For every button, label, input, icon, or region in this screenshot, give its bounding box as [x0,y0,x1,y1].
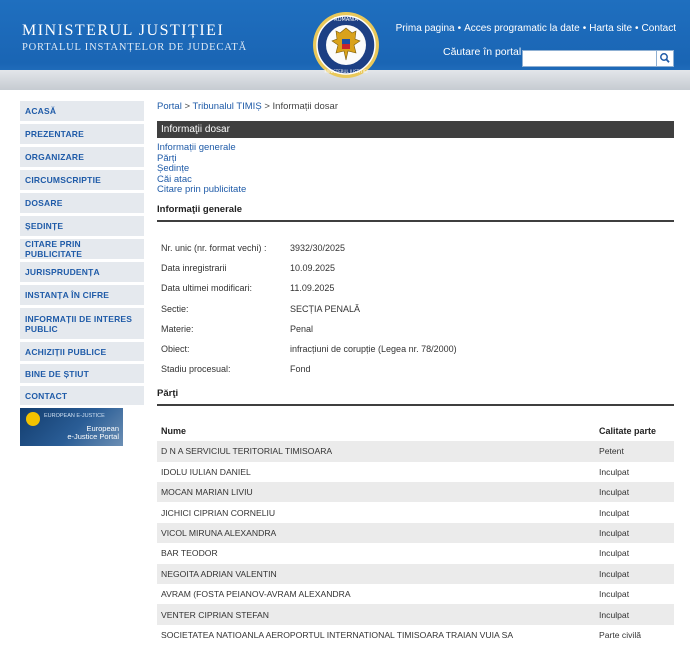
sidebar-item-citare[interactable]: CITARE PRIN PUBLICITATE [20,239,144,259]
site-header [0,0,690,90]
seal-bottom-text: MINISTERUL JUSTITIEI [324,69,368,74]
search-label: Căutare în portal [443,46,522,58]
sidebar-item-achizitii[interactable]: ACHIZIȚII PUBLICE [20,342,144,361]
table-row [157,502,674,522]
main-content [157,101,674,645]
party-name: MOCAN MARIAN LIVIU [161,487,253,498]
table-row [157,584,674,604]
table-row [157,482,674,502]
banner-line-1: European [86,424,119,433]
nav-acces-programatic[interactable]: Acces programatic la date [464,23,580,34]
info-row [157,339,674,359]
table-row [157,462,674,482]
party-name: AVRAM (FOSTA PEIANOV-AVRAM ALEXANDRA [161,589,351,600]
general-info-table [157,238,674,379]
breadcrumb-separator: > [184,101,191,112]
link-citare[interactable]: Citare prin publicitate [157,184,247,196]
sidebar-item-prezentare[interactable]: PREZENTARE [20,124,144,144]
parti-table [157,421,674,645]
top-navigation [396,23,676,34]
column-header-nume: Nume [161,426,187,437]
banner-text [67,425,119,441]
party-name: VICOL MIRUNA ALEXANDRA [161,528,277,539]
ministry-seal-icon[interactable] [312,11,380,79]
sidebar-item-acasa[interactable]: ACASĂ [20,101,144,121]
party-role: Inculpat [599,528,630,539]
info-value: Penal [290,323,314,334]
search-icon [657,51,673,66]
info-label: Data ultimei modificari: [161,283,253,294]
breadcrumb-separator: > [264,101,270,112]
sidebar-item-dosare[interactable]: DOSARE [20,193,144,213]
party-name: IDOLU IULIAN DANIEL [161,466,251,477]
column-header-calitate: Calitate parte [599,426,657,437]
info-label: Stadiu procesual: [161,364,231,375]
nav-harta-site[interactable]: Harta site [589,23,633,34]
breadcrumb-current: Informații dosar [272,101,338,112]
party-name: BAR TEODOR [161,548,218,559]
info-row [157,278,674,298]
sidebar-item-interes-public[interactable]: INFORMAȚII DE INTERES PUBLIC [20,308,144,339]
seal-top-text: ROMANIA [334,17,358,23]
table-row [157,604,674,624]
info-label: Materie: [161,323,194,334]
sidebar-item-sedinte[interactable]: ȘEDINȚE [20,216,144,236]
party-role: Petent [599,446,624,457]
info-row [157,299,674,319]
breadcrumb-tribunal[interactable]: Tribunalul TIMIȘ [192,101,262,112]
party-role: Parte civilă [599,629,642,640]
site-title[interactable]: MINISTERUL JUSTIȚIEI [22,22,225,39]
party-role: Inculpat [599,466,630,477]
info-row [157,359,674,379]
link-cai-atac[interactable]: Căi atac [157,173,192,185]
info-row [157,258,674,278]
site-subtitle: PORTALUL INSTANȚELOR DE JUDECATĂ [22,42,248,53]
info-row [157,319,674,339]
table-row [157,441,674,461]
eu-justice-logo-icon [26,412,40,426]
panel-title: Informaţii dosar [157,121,674,138]
nav-contact[interactable]: Contact [641,23,676,34]
nav-separator: • [582,23,587,34]
link-informatii-generale[interactable]: Informații generale [157,142,236,153]
nav-prima-pagina[interactable]: Prima pagina [395,23,455,34]
section-links [157,143,674,196]
party-role: Inculpat [599,548,630,559]
banner-line-2: e-Justice Portal [67,432,119,441]
sidebar-item-bine-de-stiut[interactable]: BINE DE ȘTIUT [20,364,144,383]
party-role: Inculpat [599,609,630,620]
general-info-title: Informaţii generale [157,204,674,222]
e-justice-banner[interactable] [20,408,123,446]
search-button[interactable] [656,50,674,67]
info-row [157,238,674,258]
party-role: Inculpat [599,589,630,600]
info-label: Sectie: [161,303,189,314]
party-name: NEGOITA ADRIAN VALENTIN [161,568,277,579]
table-row [157,523,674,543]
parti-header-row [157,421,674,441]
info-value: infracțiuni de corupție (Legea nr. 78/2000) [290,344,457,354]
sidebar-item-circumscriptie[interactable]: CIRCUMSCRIPTIE [20,170,144,190]
party-role: Inculpat [599,487,630,498]
info-value: 11.09.2025 [290,283,335,294]
info-value: Fond [290,364,311,375]
party-role: Inculpat [599,507,630,518]
party-name: JICHICI CIPRIAN CORNELIU [161,507,276,518]
sidebar-item-instanta-cifre[interactable]: INSTANȚA ÎN CIFRE [20,285,144,305]
nav-separator: • [457,23,462,34]
info-label: Data inregistrarii [161,263,227,274]
breadcrumb-portal[interactable]: Portal [157,101,182,112]
search-input[interactable] [522,50,657,67]
table-row [157,543,674,563]
info-value: SECȚIA PENALĂ [290,303,361,314]
party-name: SOCIETATEA NATIOANLA AEROPORTUL INTERNATIONAL TIMISOARA TRAIAN VUIA SA [161,629,514,640]
banner-top-text: EUROPEAN E-JUSTICE [44,413,105,419]
info-value: 10.09.2025 [290,263,336,274]
link-sedinte[interactable]: Ședințe [157,163,190,175]
table-row [157,625,674,645]
link-parti[interactable]: Părți [157,152,177,164]
info-value: 3932/30/2025 [290,243,346,254]
table-row [157,564,674,584]
sidebar-item-organizare[interactable]: ORGANIZARE [20,147,144,167]
sidebar-menu [20,101,144,446]
breadcrumb [157,101,674,115]
sidebar-item-contact[interactable]: CONTACT [20,386,144,405]
party-name: VENTER CIPRIAN STEFAN [161,609,269,620]
info-label: Obiect: [161,344,190,354]
info-label: Nr. unic (nr. format vechi) : [161,243,267,254]
party-role: Inculpat [599,568,630,579]
parti-title: Părţi [157,388,674,406]
sidebar-item-jurisprudenta[interactable]: JURISPRUDENȚA [20,262,144,282]
nav-separator: • [635,23,639,34]
party-name: D N A SERVICIUL TERITORIAL TIMISOARA [161,446,333,457]
